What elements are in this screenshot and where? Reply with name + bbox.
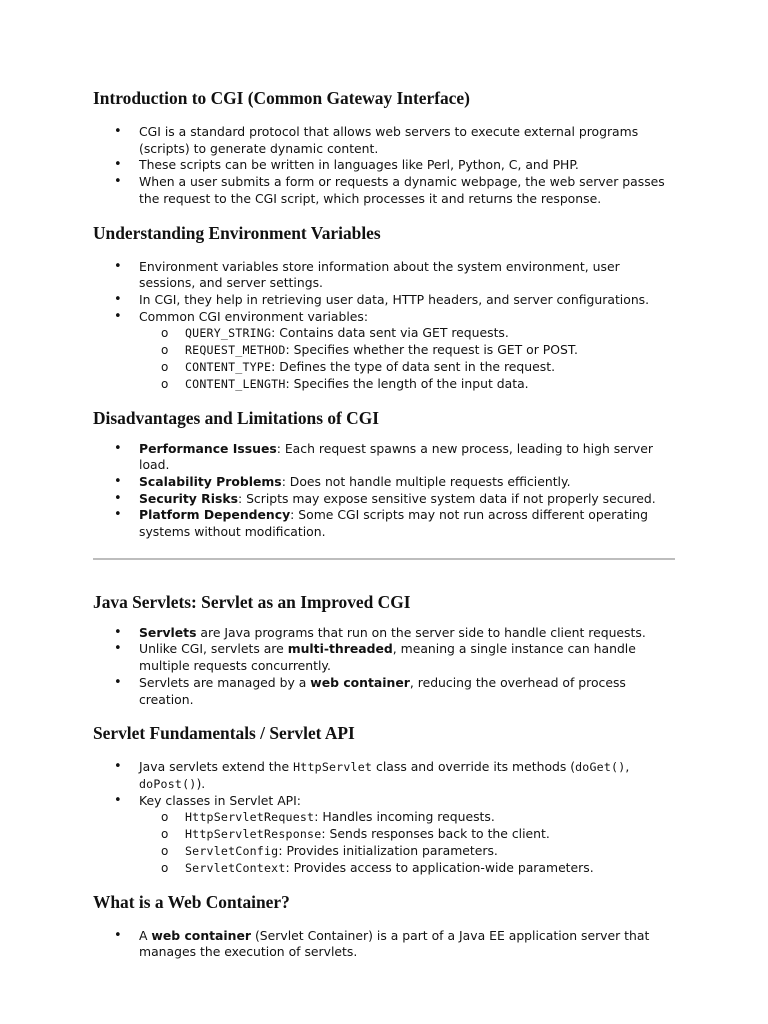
sub-list-item [139, 325, 675, 342]
servlet-api-list [93, 759, 675, 876]
item-text: : Each request spawns a new process, leading to high server load. [139, 440, 653, 473]
list-item [93, 759, 675, 792]
code-term: HttpServlet [293, 760, 373, 775]
list-item [93, 474, 675, 491]
list-item: • Environment variables store information about the system environment, user sessions, and server settings. [93, 259, 675, 292]
heading-intro-cgi: Introduction to CGI (Common Gateway Interface) [93, 88, 470, 108]
code-term: CONTENT_TYPE [185, 359, 272, 374]
list-item [93, 309, 675, 393]
code-term: QUERY_STRING [185, 326, 272, 341]
bold-term: multi-threaded [287, 641, 393, 657]
sub-list-item [139, 843, 675, 860]
item-text: Servlets are managed by a [139, 674, 311, 690]
list-item [93, 441, 675, 474]
list-item [93, 641, 675, 674]
item-text: : Some CGI scripts may not run across different operating systems without modification. [139, 507, 649, 540]
bold-term: Performance Issues [139, 440, 277, 456]
list-item: • These scripts can be written in languages like Perl, Python, C, and PHP. [93, 157, 675, 174]
item-text: A [139, 927, 152, 943]
servlet-classes-sublist [139, 809, 675, 876]
code-term: HttpServletRequest [185, 810, 315, 825]
heading-env-variables: Understanding Environment Variables [93, 222, 381, 243]
sub-item-text: : Contains data sent via GET requests. [271, 325, 509, 341]
sub-list-item [139, 826, 675, 843]
sub-item-text: : Handles incoming requests. [314, 809, 495, 825]
java-servlets-list [93, 625, 675, 709]
heading-servlet-api: Servlet Fundamentals / Servlet API [93, 723, 355, 744]
list-item: • When a user submits a form or requests a dynamic webpage, the web server passes the request to the CGI script, which processes it and returns the response. [93, 174, 675, 207]
list-item [93, 675, 675, 708]
heading-web-container: What is a Web Container? [93, 891, 290, 912]
code-term: REQUEST_METHOD [185, 343, 286, 358]
code-term: ServletConfig [185, 843, 279, 858]
item-text: class and override its methods ( [372, 759, 576, 775]
intro-cgi-list [93, 124, 675, 208]
bold-term: web container [310, 674, 410, 690]
disadvantages-list [93, 441, 675, 541]
sub-item-text: : Defines the type of data sent in the request. [271, 358, 556, 374]
heading-java-servlets: Java Servlets: Servlet as an Improved CGI [93, 591, 411, 612]
item-text: Unlike CGI, servlets are [139, 641, 288, 657]
env-variable-sublist [139, 325, 675, 392]
item-text: ). [196, 775, 206, 791]
bold-term: Scalability Problems [139, 473, 282, 489]
sub-item-text: : Sends responses back to the client. [321, 826, 550, 842]
list-item [93, 625, 675, 642]
sub-item-text: : Provides access to application-wide parameters. [285, 859, 594, 875]
sub-list-item [139, 809, 675, 826]
sub-list-item [139, 860, 675, 877]
sub-list-item [139, 376, 675, 393]
list-item-text: Common CGI environment variables: [139, 308, 369, 324]
heading-disadvantages: Disadvantages and Limitations of CGI [93, 407, 380, 428]
item-text: , [625, 759, 630, 775]
bold-term: Security Risks [139, 490, 238, 506]
sub-item-text: : Specifies the length of the input data. [285, 375, 529, 391]
document-page [93, 80, 675, 961]
list-item [93, 507, 675, 540]
horizontal-divider [93, 558, 675, 560]
item-text: (Servlet Container) is a part of a Java EE application server that manages the execution of servlets. [139, 927, 650, 960]
list-item [93, 491, 675, 508]
list-item-text: Key classes in Servlet API: [139, 792, 301, 808]
item-text: , reducing the overhead of process creation. [139, 674, 626, 707]
item-text: : Does not handle multiple requests efficiently. [281, 473, 571, 489]
sub-list-item [139, 342, 675, 359]
list-item: • In CGI, they help in retrieving user data, HTTP headers, and server configurations. [93, 292, 675, 309]
item-text: : Scripts may expose sensitive system data if not properly secured. [237, 490, 656, 506]
bold-term: Servlets [139, 624, 197, 640]
item-text: , meaning a single instance can handle multiple requests concurrently. [139, 641, 636, 674]
code-term: CONTENT_LENGTH [185, 376, 286, 391]
bold-term: web container [151, 927, 252, 943]
list-item: • CGI is a standard protocol that allows web servers to execute external programs (scripts) to generate dynamic content. [93, 124, 675, 157]
bold-term: Platform Dependency [139, 507, 291, 523]
list-item [93, 928, 675, 961]
code-term: doPost() [139, 776, 197, 791]
code-term: HttpServletResponse [185, 827, 322, 842]
sub-list-item [139, 359, 675, 376]
sub-item-text: : Provides initialization parameters. [278, 842, 498, 858]
code-term: doGet() [575, 760, 626, 775]
item-text: are Java programs that run on the server side to handle client requests. [196, 624, 646, 640]
item-text: Java servlets extend the [139, 759, 294, 775]
code-term: ServletContext [185, 860, 286, 875]
web-container-list [93, 928, 675, 961]
sub-item-text: : Specifies whether the request is GET or POST. [285, 342, 578, 358]
list-item [93, 793, 675, 877]
env-variables-list [93, 259, 675, 393]
